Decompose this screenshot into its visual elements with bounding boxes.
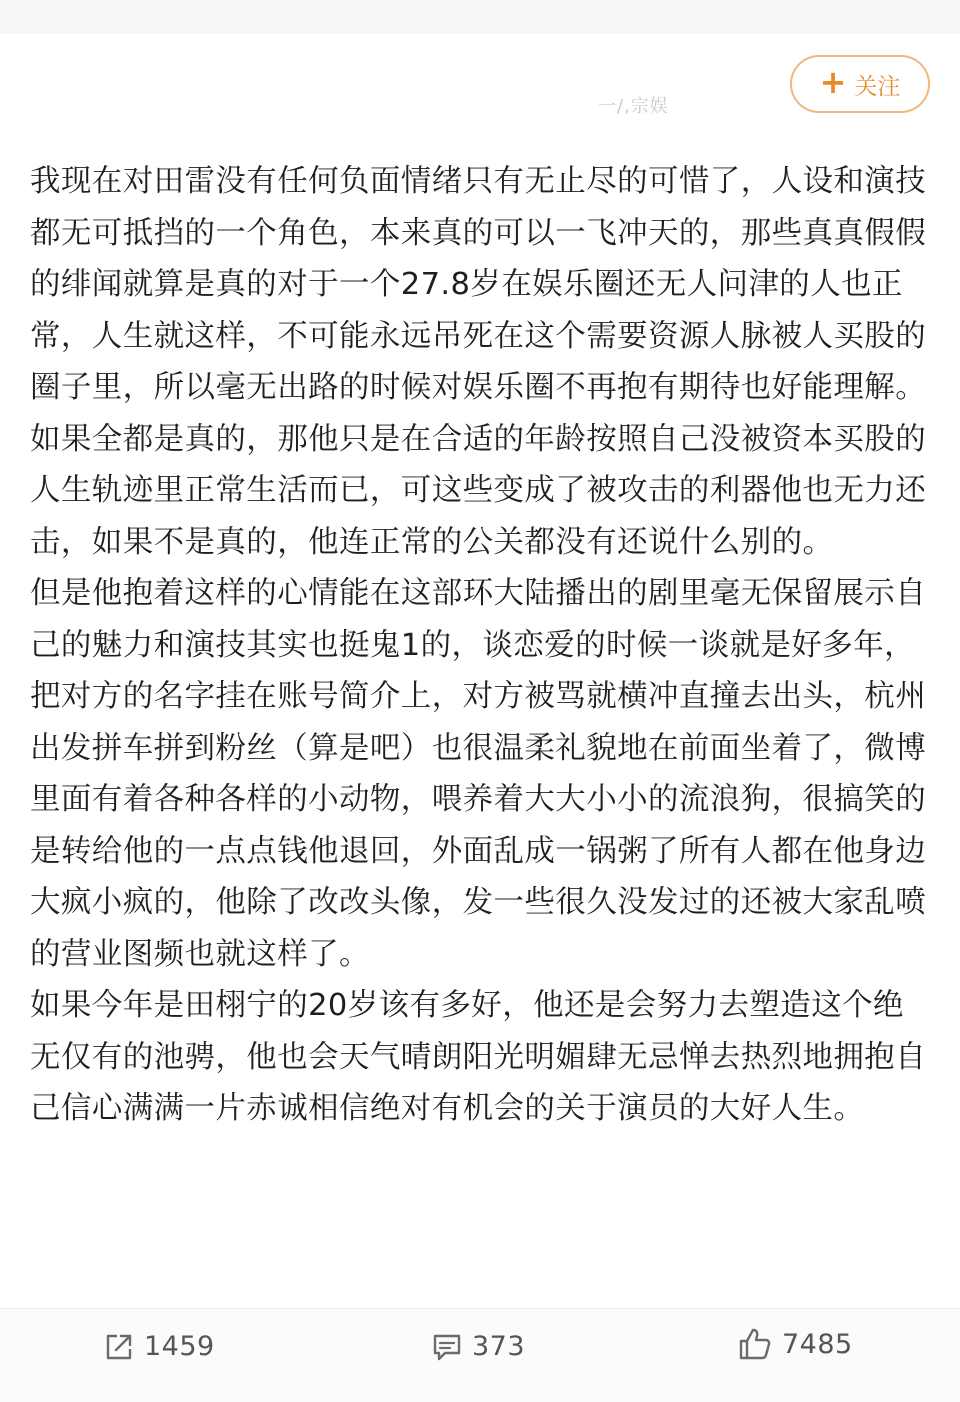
post-paragraph: 我现在对田雷没有任何负面情绪只有无止尽的可惜了，人设和演技都无可抵挡的一个角色，本来真的可以一飞冲天的，那些真真假假的绯闻就算是真的对于一个27.8岁在娱乐圈还无人问津的人也正常，人生就这样，不可能永远吊死在这个需要资源人脉被人买股的圈子里，所以毫无出路的时候对娱乐圈不再抱有期待也好能理解。如果全都是真的，那他只是在合适的年龄按照自己没被资本买股的人生轨迹里正常生活而已，可这些变成了被攻击的利器他也无力还击，如果不是真的，他连正常的公关都没有还说什么别的。 [30, 164, 927, 560]
post-body [30, 156, 930, 1135]
comment-button[interactable] [432, 1331, 525, 1362]
post-paragraph: 但是他抱着这样的心情能在这部环大陆播出的剧里毫无保留展示自己的魅力和演技其实也挺鬼1的，谈恋爱的时候一谈就是好多年，把对方的名字挂在账号简介上，对方被骂就横冲直撞去出头，杭州出发拼车拼到粉丝（算是吧）也很温柔礼貌地在前面坐着了，微博里面有着各种各样的小动物，喂养着大大小小的流浪狗，很搞笑的是转给他的一点点钱他退回，外面乱成一锅粥了所有人都在他身边大疯小疯的，他除了改改头像，发一些很久没发过的还被大家乱喷的营业图频也就这样了。 [30, 576, 927, 972]
follow-button[interactable] [790, 55, 930, 113]
post-paragraph: 如果今年是田栩宁的20岁该有多好，他还是会努力去塑造这个绝无仅有的池骋，他也会天气晴朗阳光明媚肆无忌惮去热烈地拥抱自己信心满满一片赤诚相信绝对有机会的关于演员的大好人生。 [30, 988, 927, 1126]
top-strip [0, 0, 960, 34]
comment-count: 373 [472, 1331, 526, 1362]
plus-icon: + [819, 63, 847, 101]
thumbs-up-icon [738, 1327, 772, 1361]
repost-button[interactable] [104, 1331, 215, 1362]
share-arrow-icon [104, 1332, 134, 1362]
comment-bubble-icon [432, 1332, 462, 1362]
like-button[interactable] [738, 1327, 853, 1361]
action-bar [0, 1309, 960, 1402]
faded-username: 一/,宗娱 [598, 96, 669, 117]
like-count: 7485 [782, 1328, 853, 1360]
follow-button-label: 关注 [854, 73, 901, 100]
repost-count: 1459 [144, 1331, 215, 1362]
